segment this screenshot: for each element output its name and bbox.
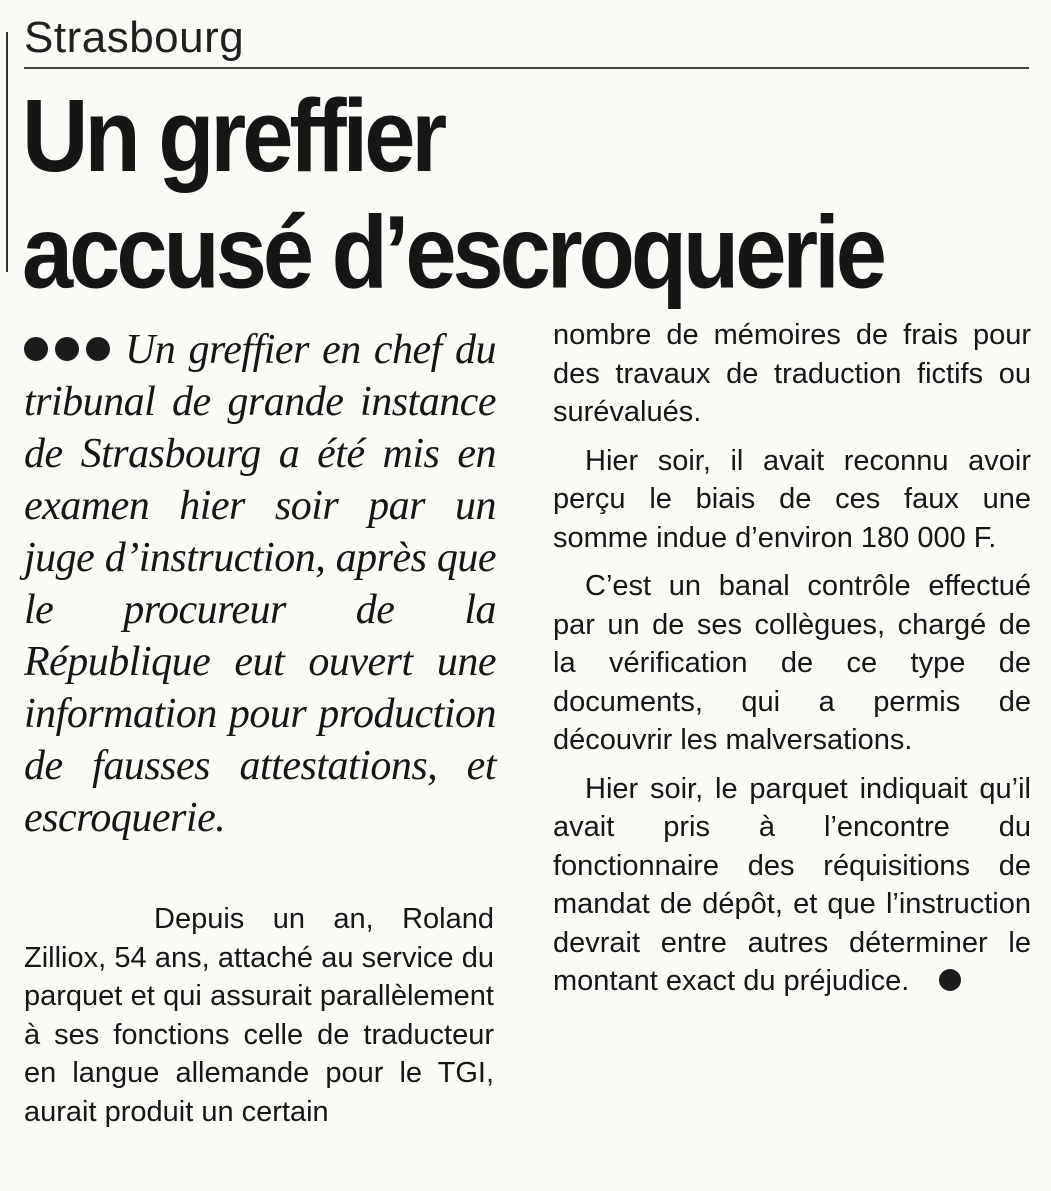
bullet-icon bbox=[55, 337, 79, 361]
bullet-icon bbox=[86, 337, 110, 361]
left-margin-rule bbox=[6, 32, 8, 272]
headline bbox=[22, 78, 1032, 311]
body-paragraph-2: nombre de mémoires de frais pour des travaux de traduction fictifs ou surévalués. bbox=[553, 319, 1031, 428]
body-paragraph-4: C’est un banal contrôle effectué par un de ses collègues, chargé de la vérification de ce type de documents, qui a permis de découvrir les malversations. bbox=[553, 570, 1031, 756]
right-column bbox=[553, 316, 1031, 1011]
body-paragraph-3: Hier soir, il avait reconnu avoir perçu le biais de ces faux une somme indue d’environ 180 000 F. bbox=[553, 444, 1031, 554]
section-rubric: Strasbourg bbox=[24, 13, 245, 62]
end-bullet-icon bbox=[939, 969, 961, 991]
headline-line-2: accusé d’escroquerie bbox=[22, 195, 883, 310]
lede-bullets bbox=[24, 322, 117, 374]
body-paragraph-5 bbox=[553, 770, 1031, 1001]
body-paragraph-1: Depuis un an, Roland Zilliox, 54 ans, attaché au service du parquet et qui assurait parallèlement à ses fonctions celle de traducteur en langue allemande pour le TGI, aurait produit un certain bbox=[24, 903, 494, 1128]
closing-text: Hier soir, le parquet indiquait qu’il avait pris à l’encontre du fonctionnaire des réquisitions de mandat de dépôt, et que l’instruction devrait entre autres déterminer le montant exact du préjudice. bbox=[553, 772, 1031, 997]
rubric-divider bbox=[24, 67, 1029, 69]
bullet-icon bbox=[24, 337, 48, 361]
lede-text: Un greffier en chef du tribunal de grande instance de Strasbourg a été mis en examen hier soir par un juge d’instruction, après que le procureur de la République eut ouvert une information pour production de fausses attestations, et escroquerie. bbox=[24, 327, 496, 841]
lede-paragraph bbox=[24, 322, 496, 844]
headline-line-1: Un greffier bbox=[22, 79, 444, 194]
